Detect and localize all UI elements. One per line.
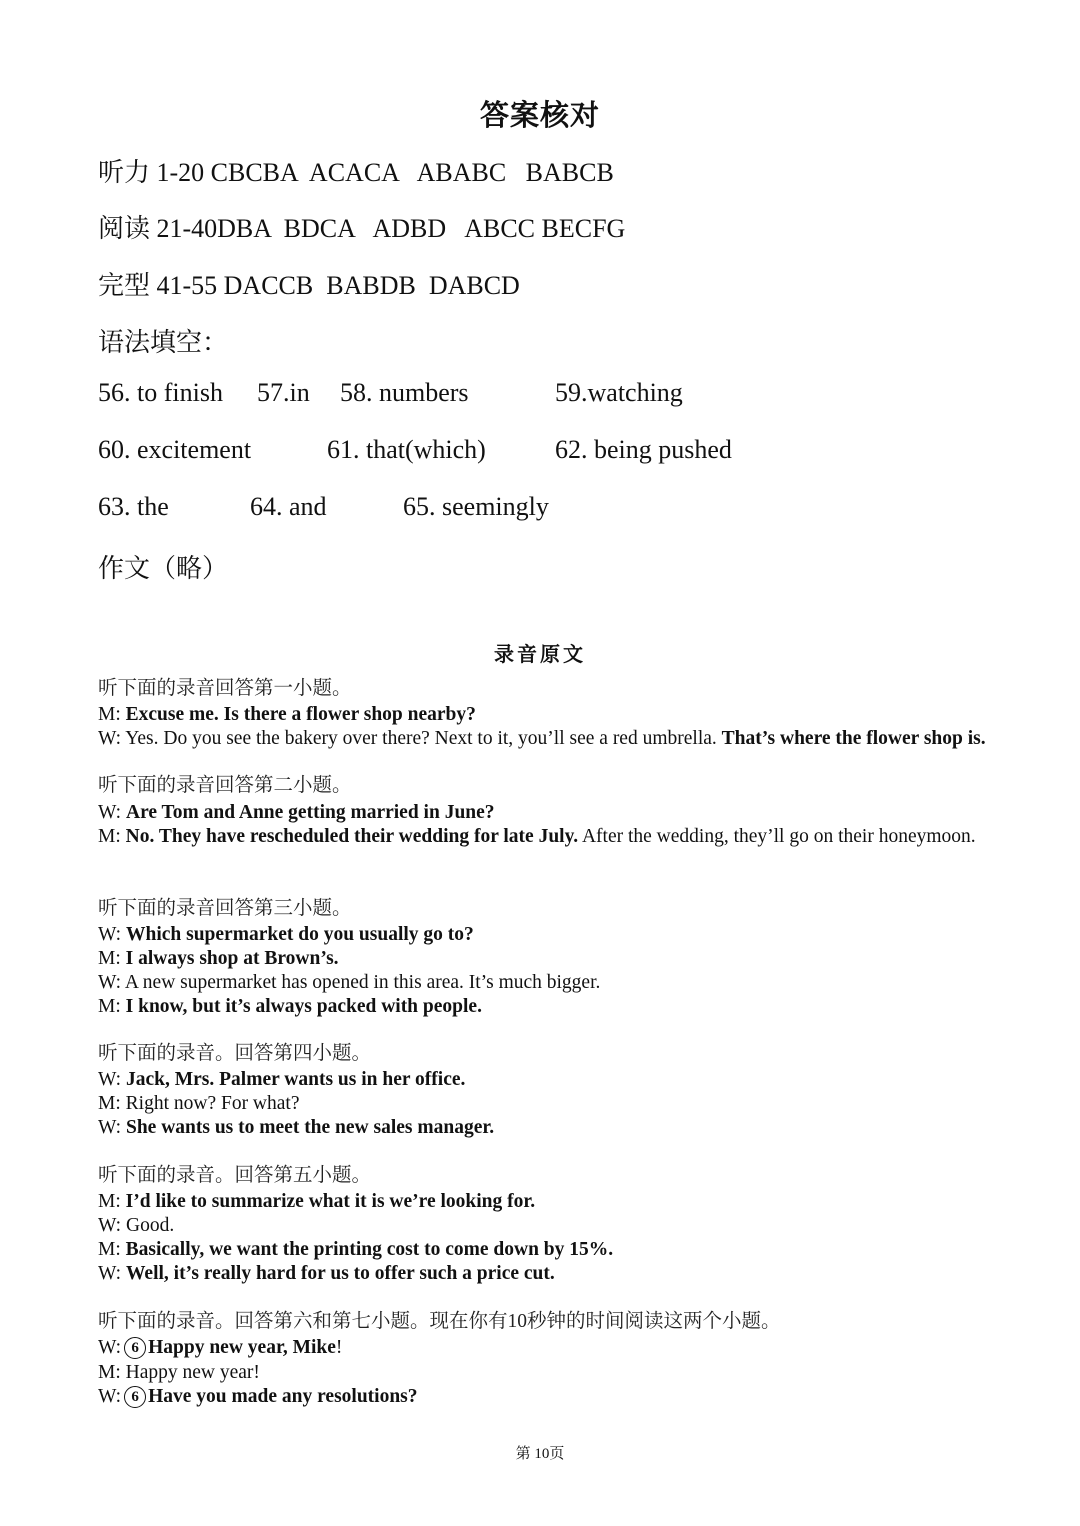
dialogue-line: M: Excuse me. Is there a flower shop nearby? xyxy=(98,704,476,725)
section-header: 听下面的录音回答第二小题。 xyxy=(98,775,352,796)
page-number: 第 10页 xyxy=(515,1446,565,1462)
dialogue-line: W: Yes. Do you see the bakery over there? Next to it, you’ll see a red umbrella. That’s where the flower shop is. xyxy=(98,728,986,749)
circled-number-marker: 6 xyxy=(124,1386,146,1408)
dialogue-line: W: Well, it’s really hard for us to offer such a price cut. xyxy=(98,1263,555,1284)
grammar-answer: 56. to finish xyxy=(98,378,223,407)
circled-number-marker: 6 xyxy=(124,1337,146,1359)
grammar-answer: 63. the xyxy=(98,492,169,521)
page-title: 答案核对 xyxy=(479,100,600,132)
dialogue-line: M: I’d like to summarize what it is we’re looking for. xyxy=(98,1191,536,1212)
dialogue-line: M: I know, but it’s always packed with people. xyxy=(98,996,482,1017)
grammar-answer: 60. excitement xyxy=(98,435,252,464)
section-header: 听下面的录音回答第一小题。 xyxy=(98,678,352,699)
grammar-answer: 64. and xyxy=(250,492,327,521)
section-header: 听下面的录音。回答第五小题。 xyxy=(98,1165,372,1186)
dialogue-line: W: 6 Happy new year, Mike! xyxy=(98,1337,343,1358)
answer-reading: 阅读 21-40DBA BDCA ADBD ABCC BECFG xyxy=(98,214,626,243)
section-header: 听下面的录音回答第三小题。 xyxy=(98,898,352,919)
grammar-answer: 57.in xyxy=(257,378,310,407)
grammar-answer: 59.watching xyxy=(555,378,683,407)
dialogue-line: M: No. They have rescheduled their wedding for late July. After the wedding, they’ll go on their honeymoon. xyxy=(98,826,976,847)
answer-listening: 听力 1-20 CBCBA ACACA ABABC BABCB xyxy=(98,158,614,187)
dialogue-line: M: Happy new year! xyxy=(98,1362,260,1383)
answer-grammar-label: 语法填空： xyxy=(98,328,229,357)
grammar-answer: 61. that(which) xyxy=(327,435,486,464)
dialogue-line: M: I always shop at Brown’s. xyxy=(98,948,339,969)
grammar-answer: 58. numbers xyxy=(340,378,469,407)
dialogue-line: M: Right now? For what? xyxy=(98,1093,300,1114)
dialogue-line: W: A new supermarket has opened in this area. It’s much bigger. xyxy=(98,972,601,993)
transcript-title: 录音原文 xyxy=(494,644,586,666)
dialogue-line: W: She wants us to meet the new sales manager. xyxy=(98,1117,495,1138)
dialogue-line: W: Jack, Mrs. Palmer wants us in her office. xyxy=(98,1069,466,1090)
dialogue-line: W: Good. xyxy=(98,1215,175,1236)
dialogue-line: M: Basically, we want the printing cost to come down by 15%. xyxy=(98,1239,614,1260)
dialogue-line: W: 6 Have you made any resolutions? xyxy=(98,1386,418,1407)
answer-essay: 作文（略） xyxy=(98,554,229,583)
grammar-answer: 62. being pushed xyxy=(555,435,732,464)
section-header: 听下面的录音。回答第六和第七小题。现在你有10秒钟的时间阅读这两个小题。 xyxy=(98,1311,781,1332)
dialogue-line: W: Which supermarket do you usually go to? xyxy=(98,924,474,945)
section-header: 听下面的录音。回答第四小题。 xyxy=(98,1043,372,1064)
answer-cloze: 完型 41-55 DACCB BABDB DABCD xyxy=(98,271,520,300)
grammar-answer: 65. seemingly xyxy=(403,492,549,521)
dialogue-line: W: Are Tom and Anne getting married in June? xyxy=(98,802,495,823)
